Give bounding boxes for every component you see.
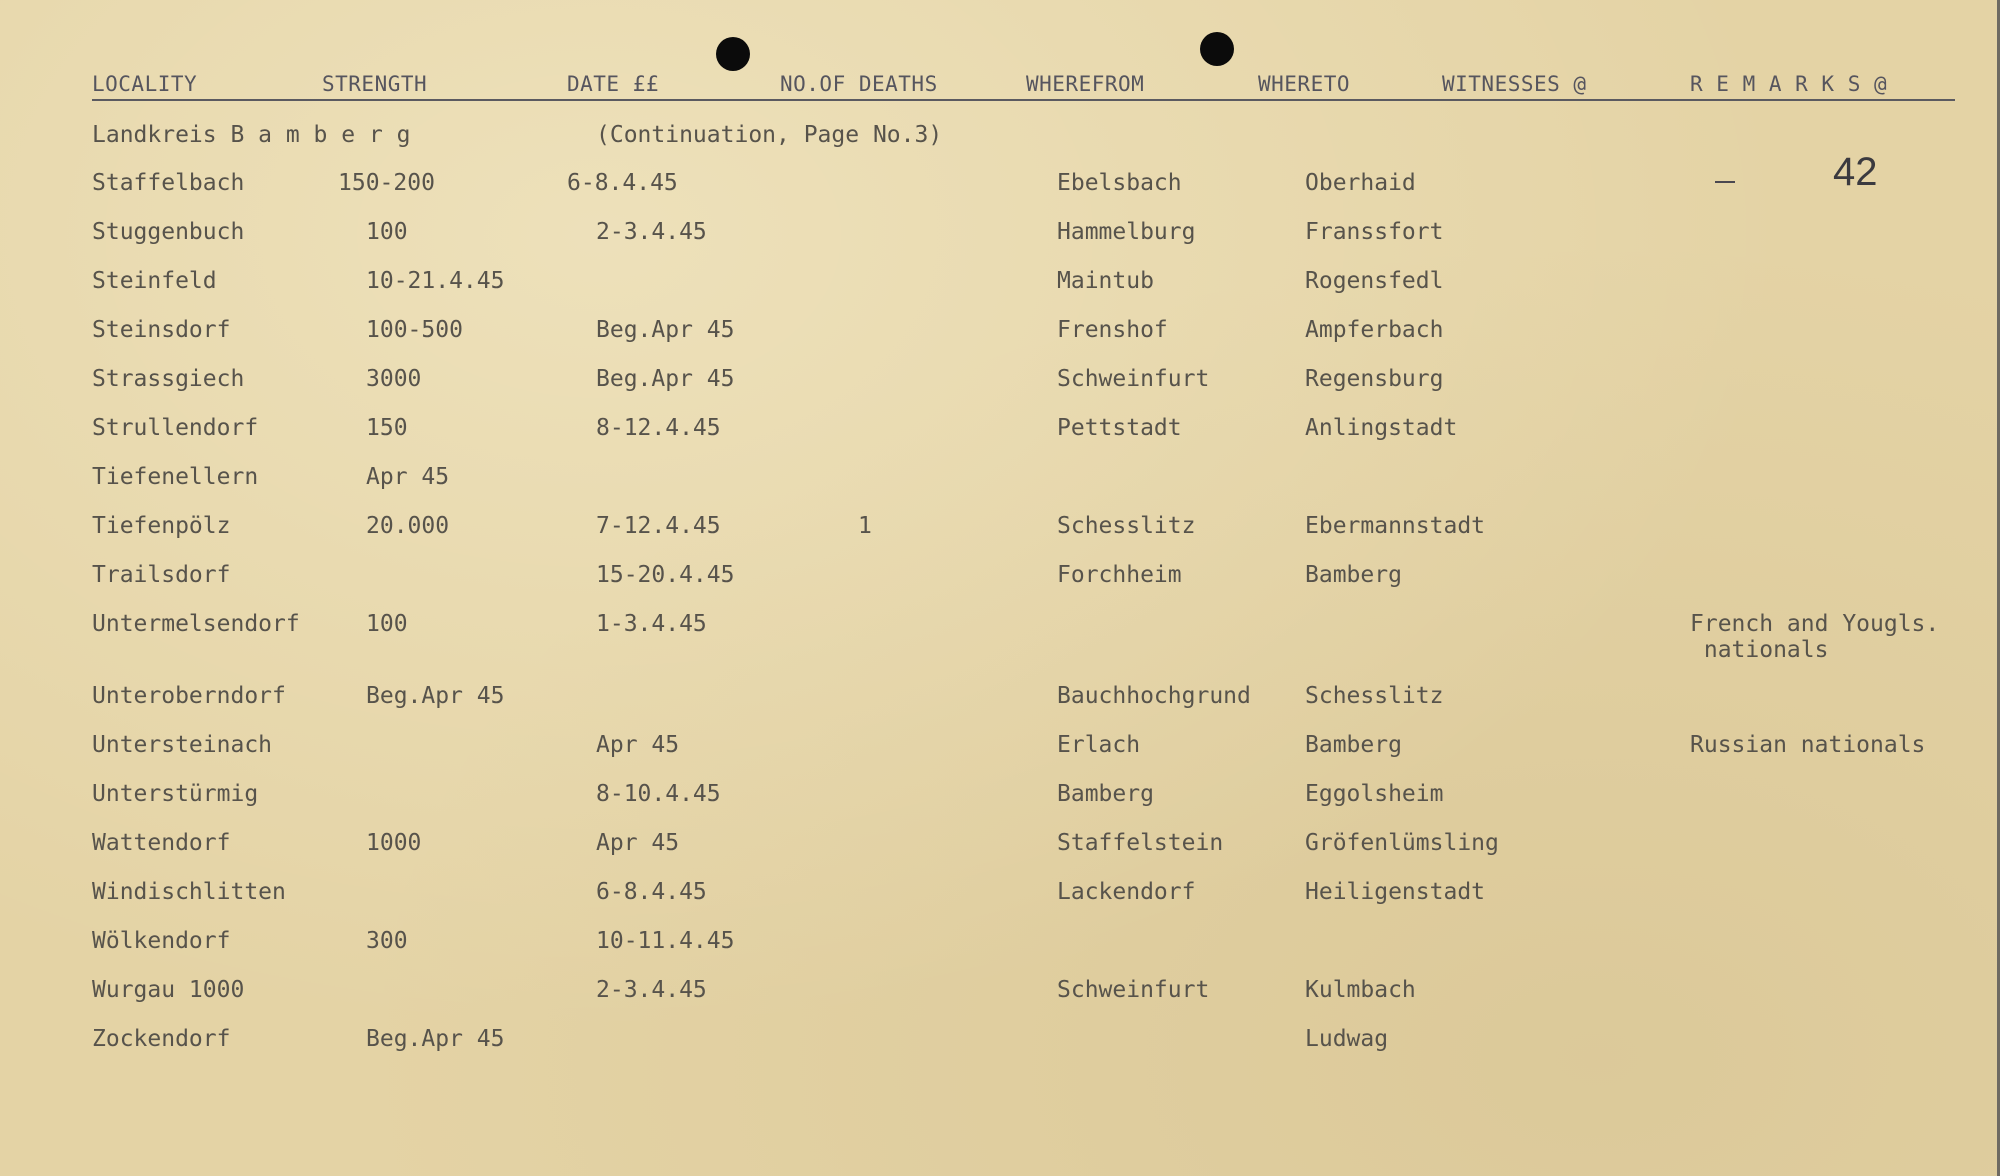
cell-whereto: Ampferbach	[1305, 317, 1444, 343]
col-header-date: DATE ££	[567, 72, 660, 96]
cell-whereto: Heiligenstadt	[1305, 879, 1486, 905]
cell-strength: 3000	[366, 366, 422, 392]
cell-locality: Wölkendorf	[92, 928, 231, 954]
cell-date: 1-3.4.45	[596, 611, 707, 637]
cell-wherefrom: Bauchhochgrund	[1057, 683, 1251, 709]
cell-date: 7-12.4.45	[596, 513, 721, 539]
cell-whereto: Kulmbach	[1305, 977, 1416, 1003]
cell-wherefrom: Staffelstein	[1057, 830, 1224, 856]
cell-wherefrom: Bamberg	[1057, 781, 1154, 807]
cell-wherefrom: Schesslitz	[1057, 513, 1196, 539]
cell-date: Apr 45	[596, 830, 680, 856]
cell-whereto: Eggolsheim	[1305, 781, 1444, 807]
cell-whereto: Bamberg	[1305, 562, 1402, 588]
cell-whereto: Anlingstadt	[1305, 415, 1458, 441]
cell-date: 2-3.4.45	[596, 977, 707, 1003]
cell-whereto: Gröfenlümsling	[1305, 830, 1499, 856]
cell-locality: Untermelsendorf	[92, 611, 300, 637]
cell-wherefrom: Ebelsbach	[1057, 170, 1182, 196]
cell-locality: Steinfeld	[92, 268, 217, 294]
cell-locality: Untersteinach	[92, 732, 273, 758]
cell-locality: Staffelbach	[92, 170, 245, 196]
cell-locality: Stuggenbuch	[92, 219, 245, 245]
cell-date: 2-3.4.45	[596, 219, 707, 245]
cell-wherefrom: Maintub	[1057, 268, 1154, 294]
cell-locality: Steinsdorf	[92, 317, 231, 343]
cell-deaths: 1	[858, 513, 872, 539]
punch-hole-left	[716, 37, 750, 71]
cell-date: 6-8.4.45	[596, 879, 707, 905]
cell-whereto: Bamberg	[1305, 732, 1402, 758]
cell-date: 15-20.4.45	[596, 562, 735, 588]
cell-strength: 300	[366, 928, 408, 954]
col-header-strength: STRENGTH	[322, 72, 428, 96]
col-header-whereto: WHERETO	[1258, 72, 1351, 96]
cell-locality: Zockendorf	[92, 1026, 231, 1052]
cell-whereto: Ludwag	[1305, 1026, 1389, 1052]
page-number: 42	[1833, 150, 1878, 194]
cell-date: 6-8.4.45	[567, 170, 678, 196]
cell-whereto: Ebermannstadt	[1305, 513, 1486, 539]
cell-wherefrom: Frenshof	[1057, 317, 1168, 343]
cell-wherefrom: Lackendorf	[1057, 879, 1196, 905]
cell-wherefrom: Hammelburg	[1057, 219, 1196, 245]
cell-locality: Wurgau 1000	[92, 977, 245, 1003]
cell-date: 8-12.4.45	[596, 415, 721, 441]
cell-remarks: Russian nationals	[1690, 732, 1926, 758]
cell-locality: Wattendorf	[92, 830, 231, 856]
continuation-note: (Continuation, Page No.3)	[596, 122, 943, 148]
cell-strength: 100-500	[366, 317, 463, 343]
cell-wherefrom: Forchheim	[1057, 562, 1182, 588]
cell-strength: Beg.Apr 45	[366, 683, 505, 709]
cell-whereto: Schesslitz	[1305, 683, 1444, 709]
cell-date: Beg.Apr 45	[596, 317, 735, 343]
cell-date: 8-10.4.45	[596, 781, 721, 807]
cell-date: Apr 45	[596, 732, 680, 758]
cell-whereto: Franssfort	[1305, 219, 1444, 245]
col-header-wherefrom: WHEREFROM	[1026, 72, 1145, 96]
cell-wherefrom: Schweinfurt	[1057, 366, 1210, 392]
cell-whereto: Regensburg	[1305, 366, 1444, 392]
cell-strength: 1000	[366, 830, 422, 856]
col-header-locality: LOCALITY	[92, 72, 198, 96]
cell-strength: Apr 45	[366, 464, 450, 490]
cell-wherefrom: Erlach	[1057, 732, 1141, 758]
page-mark-dash	[1715, 181, 1735, 183]
header-rule	[92, 99, 1955, 101]
cell-whereto: Oberhaid	[1305, 170, 1416, 196]
cell-remarks: French and Yougls. nationals	[1690, 611, 1940, 663]
cell-locality: Tiefenellern	[92, 464, 259, 490]
cell-locality: Windischlitten	[92, 879, 286, 905]
cell-locality: Unteroberndorf	[92, 683, 286, 709]
cell-strength: Beg.Apr 45	[366, 1026, 505, 1052]
cell-locality: Trailsdorf	[92, 562, 231, 588]
cell-strength: 10-21.4.45	[366, 268, 505, 294]
col-header-witnesses: WITNESSES @	[1442, 72, 1587, 96]
cell-locality: Strassgiech	[92, 366, 245, 392]
cell-strength: 150-200	[338, 170, 435, 196]
cell-date: 10-11.4.45	[596, 928, 735, 954]
cell-wherefrom: Schweinfurt	[1057, 977, 1210, 1003]
col-header-remarks: R E M A R K S @	[1690, 72, 1888, 96]
cell-locality: Strullendorf	[92, 415, 259, 441]
cell-strength: 100	[366, 611, 408, 637]
district-heading: Landkreis B a m b e r g	[92, 122, 411, 148]
cell-strength: 20.000	[366, 513, 450, 539]
cell-strength: 100	[366, 219, 408, 245]
cell-date: Beg.Apr 45	[596, 366, 735, 392]
cell-strength: 150	[366, 415, 408, 441]
cell-wherefrom: Pettstadt	[1057, 415, 1182, 441]
cell-whereto: Rogensfedl	[1305, 268, 1444, 294]
col-header-deaths: NO.OF DEATHS	[780, 72, 938, 96]
cell-locality: Unterstürmig	[92, 781, 259, 807]
cell-locality: Tiefenpölz	[92, 513, 231, 539]
punch-hole-right	[1200, 32, 1234, 66]
